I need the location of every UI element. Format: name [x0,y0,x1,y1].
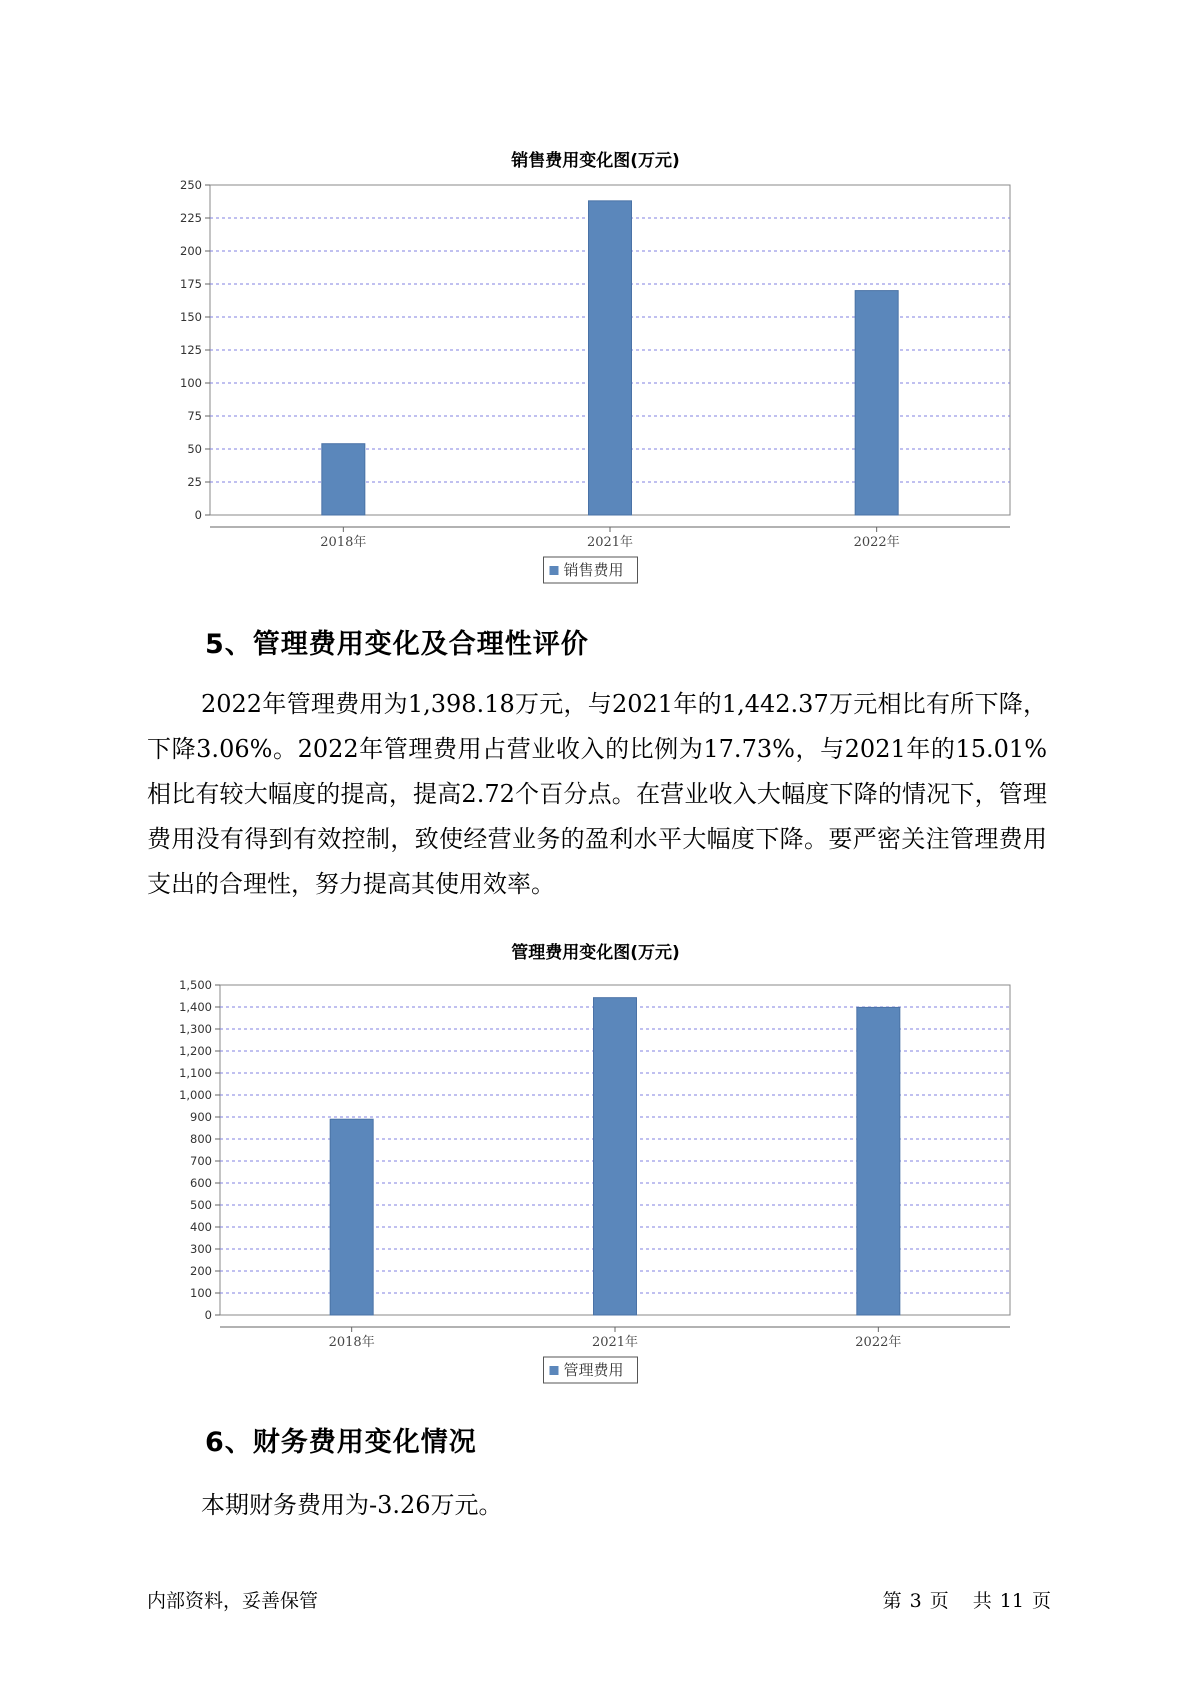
y-tick-label: 100 [190,1286,212,1300]
x-tick-label: 2018年 [320,535,367,550]
legend-label: 管理费用 [563,1361,624,1379]
footer-total-num: 11 [999,1590,1024,1612]
section-5-heading: 5、管理费用变化及合理性评价 [205,629,589,660]
legend-label: 销售费用 [563,561,624,579]
y-tick-label: 800 [190,1132,212,1146]
footer-page-unit: 页 [929,1590,949,1612]
x-tick-label: 2022年 [853,535,900,550]
bar [589,201,632,515]
y-tick-label: 75 [187,409,202,423]
x-tick-label: 2021年 [586,535,634,550]
y-tick-label: 200 [190,1264,212,1278]
y-tick-label: 25 [187,475,202,489]
y-tick-label: 175 [180,277,202,291]
x-tick-label: 2018年 [328,1335,375,1350]
y-tick-label: 1,000 [179,1088,212,1102]
y-tick-label: 400 [190,1220,212,1234]
y-tick-label: 1,100 [179,1066,212,1080]
footer-total-unit: 页 [1031,1590,1051,1612]
y-tick-label: 1,300 [179,1022,212,1036]
y-tick-label: 50 [187,442,202,456]
bar [857,1007,900,1315]
y-tick-label: 150 [180,310,202,324]
admin-expense-chart [0,960,1191,1400]
y-tick-label: 0 [194,508,202,522]
chart-title-sales: 销售费用变化图(万元) [511,151,680,171]
sales-expense-chart [0,170,1191,610]
footer-page-prefix: 第 [882,1590,902,1612]
y-tick-label: 500 [190,1198,212,1212]
legend [544,1357,638,1383]
y-tick-label: 600 [190,1176,212,1190]
y-tick-label: 1,200 [179,1044,212,1058]
footer-page-num: 3 [909,1590,922,1612]
y-tick-label: 1,400 [179,1000,212,1014]
y-tick-label: 100 [180,376,202,390]
y-tick-label: 1,500 [179,978,212,992]
y-tick-label: 225 [180,211,202,225]
y-tick-label: 0 [204,1308,212,1322]
bar [594,998,637,1315]
footer-confidential-note: 内部资料，妥善保管 [147,1590,319,1612]
bar [855,291,898,515]
chart-title-admin: 管理费用变化图(万元) [511,943,680,963]
section-6-text: 本期财务费用为-3.26万元。 [201,1491,503,1519]
x-tick-label: 2021年 [591,1335,639,1350]
y-tick-label: 300 [190,1242,212,1256]
bar [330,1119,373,1315]
footer-page-number [875,1586,1051,1613]
footer-total-prefix: 共 [972,1590,992,1612]
legend-swatch [550,566,559,575]
section-6-heading: 6、财务费用变化情况 [205,1427,477,1458]
y-tick-label: 250 [180,178,202,192]
legend-swatch [550,1366,559,1375]
y-tick-label: 200 [180,244,202,258]
section-5-text: 2022年管理费用为1,398.18万元，与2021年的1,442.37万元相比有所下降，下降3.06%。2022年管理费用占营业收入的比例为17.73%，与2021年的15.01%相比有较大幅度的提高，提高2.72个百分点。在营业收入大幅度下降的情况下，管理费用没有得到有效控制，致使经营业务的盈利水平大幅度下降。要严密关注管理费用支出的合理性，努力提高其使用效率。 [147,690,1047,898]
y-tick-label: 125 [180,343,202,357]
y-tick-label: 700 [190,1154,212,1168]
x-tick-label: 2022年 [855,1335,902,1350]
section-5-paragraph [147,682,1047,907]
bar [322,444,365,515]
legend [544,557,638,583]
y-tick-label: 900 [190,1110,212,1124]
